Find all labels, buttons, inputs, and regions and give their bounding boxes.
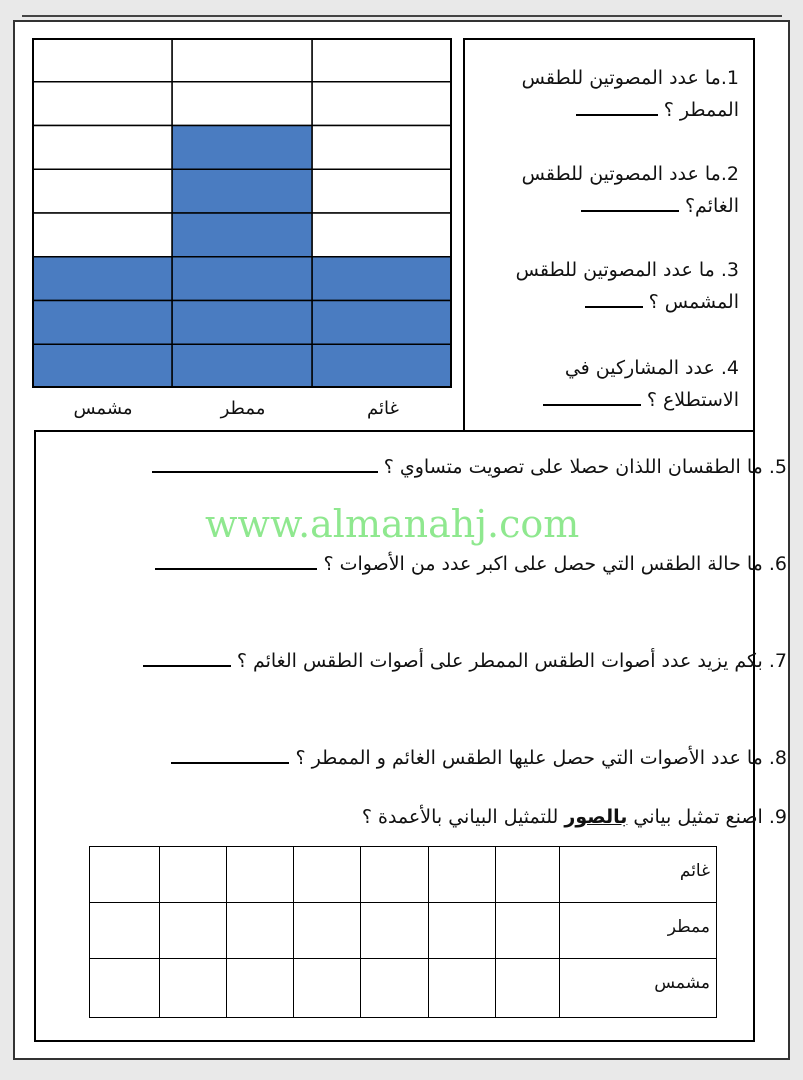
x-tick-label: غائم [367,398,399,419]
question-3: 3. ما عدد المصوتين للطقس المشمس ؟ [515,259,739,313]
bar-cell-2 [172,126,312,170]
column-line [293,847,294,1017]
row-label: ممطر [667,917,710,937]
grid-cell [32,169,172,213]
question-5: 5. ما الطقسان اللذان حصلا على تصويت متساوي ؟ [152,451,787,478]
question-1: 1.ما عدد المصوتين للطقس الممطر ؟ [521,67,739,121]
question-9: 9. اصنع تمثيل بياني بالصور للتمثيل البياني بالأعمدة ؟ [361,806,787,828]
grid-cell [312,38,452,82]
answer-blank[interactable] [155,548,317,570]
grid-cell [312,169,452,213]
questions-box [463,38,755,430]
column-line [559,847,560,1017]
grid-cell [172,38,312,82]
grid-cell [172,82,312,126]
bar-cell-2 [172,301,312,345]
table-row [90,959,716,1016]
grid-cell [312,213,452,257]
bar-cell-2 [172,344,312,388]
row-label: غائم [679,861,710,881]
bar-chart [32,38,452,388]
bar-cell-3 [32,301,172,345]
picture-graph-table [89,846,717,1018]
answer-blank[interactable] [543,384,641,406]
question-2: 2.ما عدد المصوتين للطقس الغائم؟ [521,163,739,217]
answer-blank[interactable] [143,645,231,667]
grid-cell [312,82,452,126]
bar-cell-3 [32,257,172,301]
grid-cell [32,38,172,82]
question-7: 7. بكم يزيد عدد أصوات الطقس الممطر على أصوات الطقس الغائم ؟ [143,645,787,672]
x-tick-label: مشمس [73,398,133,419]
grid-cell [32,126,172,170]
column-line [428,847,429,1017]
bar-cell-1 [312,257,452,301]
grid-cell [312,126,452,170]
row-label: مشمس [654,973,710,993]
x-tick-label: ممطر [220,398,266,419]
frame-top-line [22,15,782,17]
column-line [495,847,496,1017]
bar-cell-2 [172,213,312,257]
column-line [226,847,227,1017]
grid-cell [32,213,172,257]
answer-blank[interactable] [171,742,289,764]
question-4: 4. عدد المشاركين في الاستطلاع ؟ [477,352,739,416]
table-row [90,847,716,903]
answer-blank[interactable] [585,286,643,308]
answer-blank[interactable] [576,94,658,116]
answer-blank[interactable] [152,451,378,473]
bar-cell-3 [32,344,172,388]
answer-blank[interactable] [581,190,679,212]
watermark: www.almanahj.com [205,502,580,546]
column-line [159,847,160,1017]
question-6: 6. ما حالة الطقس التي حصل على اكبر عدد من الأصوات ؟ [155,548,787,575]
grid-cell [32,82,172,126]
bar-cell-1 [312,344,452,388]
table-row [90,903,716,959]
question-8: 8. ما عدد الأصوات التي حصل عليها الطقس الغائم و الممطر ؟ [171,742,787,769]
column-line [360,847,361,1017]
bar-cell-2 [172,257,312,301]
bar-cell-1 [312,301,452,345]
bar-cell-2 [172,169,312,213]
